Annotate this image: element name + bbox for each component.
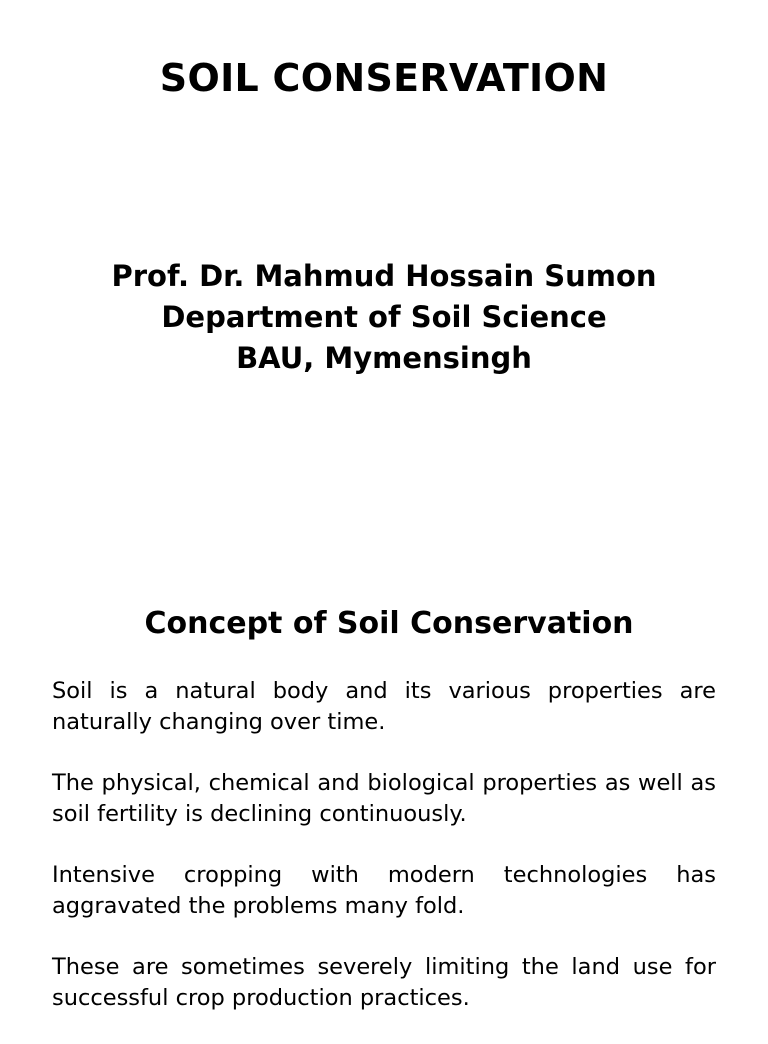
paragraph: Intensive cropping with modern technologies has aggravated the problems many fold. <box>52 862 716 919</box>
section-heading: Concept of Soil Conservation <box>144 606 634 641</box>
author-institution: BAU, Mymensingh <box>236 341 532 375</box>
paragraph: Soil is a natural body and its various properties are naturally changing over time. <box>52 678 716 735</box>
section-body <box>52 676 716 1044</box>
paragraph: These are sometimes severely limiting the land use for successful crop production practices. <box>52 954 716 1011</box>
author-name: Prof. Dr. Mahmud Hossain Sumon <box>111 259 657 293</box>
paragraph: The physical, chemical and biological properties as well as soil fertility is declining continuously. <box>52 770 716 827</box>
document-title: SOIL CONSERVATION <box>159 56 609 100</box>
author-block <box>0 256 768 379</box>
author-department: Department of Soil Science <box>161 300 607 334</box>
